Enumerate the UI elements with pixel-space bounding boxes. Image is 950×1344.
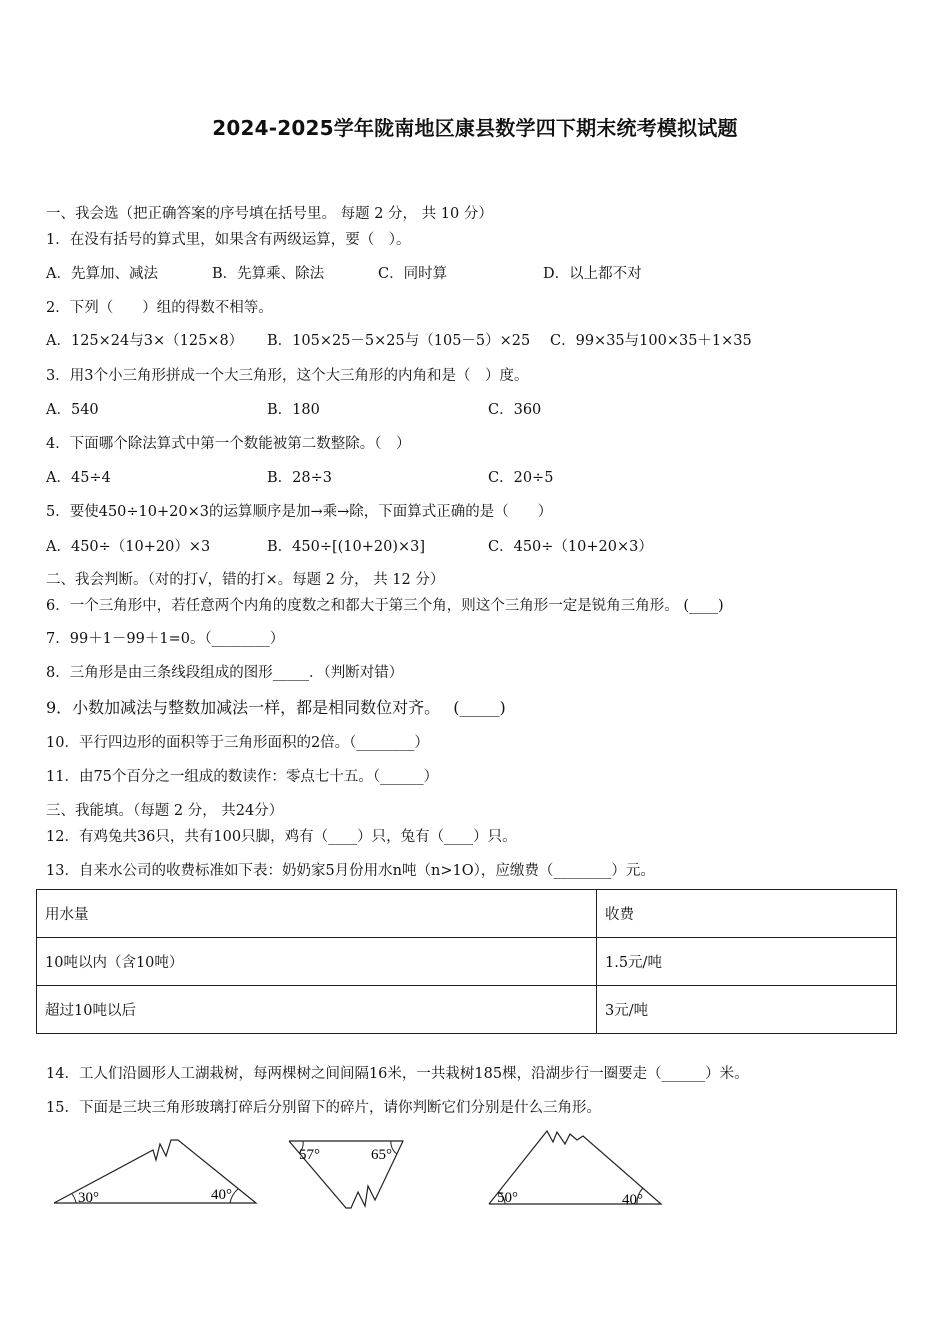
table-row xyxy=(37,890,897,938)
q5-option-a: A．450÷（10+20）×3 xyxy=(46,539,211,555)
question-1: 1．在没有括号的算式里，如果含有两级运算，要（ ）。 xyxy=(46,232,411,248)
question-4: 4．下面哪个除法算式中第一个数能被第二数整除。（ ） xyxy=(46,436,411,452)
q4-option-b: B．28÷3 xyxy=(267,470,332,486)
q4-option-c: C．20÷5 xyxy=(488,470,554,486)
section-heading-1: 一、我会选（把正确答案的序号填在括号里。 每题 2 分， 共 10 分） xyxy=(46,206,493,222)
q1-option-c: C．同时算 xyxy=(378,266,448,282)
table-row xyxy=(37,986,897,1034)
question-3: 3．用3个小三角形拼成一个大三角形，这个大三角形的内角和是（ ）度。 xyxy=(46,368,529,384)
table-cell: 收费 xyxy=(597,890,897,938)
q2-option-c: C．99×35与100×35＋1×35 xyxy=(550,333,752,349)
question-13: 13．自来水公司的收费标准如下表：奶奶家5月份用水n吨（n>1O），应缴费（________）元。 xyxy=(46,863,655,879)
table-cell: 超过10吨以后 xyxy=(37,986,597,1034)
angle-label: 65° xyxy=(371,1147,392,1163)
question-14: 14．工人们沿圆形人工湖栽树，每两棵树之间间隔16米，一共栽树185棵，沿湖步行一圈要走（______）米。 xyxy=(46,1066,749,1082)
section-heading-2: 二、我会判断。（对的打√，错的打×。每题 2 分， 共 12 分） xyxy=(46,572,445,588)
page-title: 2024-2025学年陇南地区康县数学四下期末统考模拟试题 xyxy=(212,116,738,140)
question-9: 9．小数加减法与整数加减法一样，都是相同数位对齐。 (_____) xyxy=(46,698,506,717)
question-12: 12．有鸡兔共36只，共有100只脚，鸡有（____）只，兔有（____）只。 xyxy=(46,829,517,845)
table-cell: 10吨以内（含10吨） xyxy=(37,938,597,986)
table-cell: 3元/吨 xyxy=(597,986,897,1034)
triangle-fragment-3 xyxy=(485,1126,665,1210)
angle-label: 30° xyxy=(78,1190,99,1206)
question-15: 15．下面是三块三角形玻璃打碎后分别留下的碎片，请你判断它们分别是什么三角形。 xyxy=(46,1100,601,1116)
question-7: 7．99＋1－99＋1=0。（________） xyxy=(46,631,285,647)
question-8: 8．三角形是由三条线段组成的图形_____．（判断对错） xyxy=(46,665,404,681)
question-11: 11．由75个百分之一组成的数读作：零点七十五。（______） xyxy=(46,769,439,785)
q1-option-a: A．先算加、减法 xyxy=(46,266,158,282)
q4-option-a: A．45÷4 xyxy=(46,470,111,486)
angle-label: 40° xyxy=(211,1187,232,1203)
table-cell: 用水量 xyxy=(37,890,597,938)
q1-option-b: B．先算乘、除法 xyxy=(212,266,325,282)
q3-option-a: A．540 xyxy=(46,402,99,418)
table-cell: 1.5元/吨 xyxy=(597,938,897,986)
question-2: 2．下列（ ）组的得数不相等。 xyxy=(46,300,273,316)
triangle-fragment-1 xyxy=(50,1136,262,1210)
q2-option-a: A．125×24与3×（125×8） xyxy=(46,333,244,349)
question-5: 5．要使450÷10+20×3的运算顺序是加→乘→除，下面算式正确的是（ ） xyxy=(46,504,553,520)
q5-option-c: C．450÷（10+20×3） xyxy=(488,539,653,555)
question-10: 10．平行四边形的面积等于三角形面积的2倍。（________） xyxy=(46,735,429,751)
q2-option-b: B．105×25－5×25与（105－5）×25 xyxy=(267,333,531,349)
table-row xyxy=(37,938,897,986)
angle-label: 40° xyxy=(622,1192,643,1208)
q3-option-c: C．360 xyxy=(488,402,542,418)
triangle-fragment-2 xyxy=(285,1136,407,1212)
question-6: 6．一个三角形中，若任意两个内角的度数之和都大于第三个角，则这个三角形一定是锐角三角形。 (____) xyxy=(46,598,724,614)
section-heading-3: 三、我能填。（每题 2 分， 共24分） xyxy=(46,803,284,819)
q3-option-b: B．180 xyxy=(267,402,320,418)
q1-option-d: D．以上都不对 xyxy=(543,266,642,282)
angle-label: 57° xyxy=(299,1147,320,1163)
q5-option-b: B．450÷[(10+20)×3] xyxy=(267,539,426,555)
angle-label: 50° xyxy=(497,1190,518,1206)
water-fee-table xyxy=(36,889,897,1034)
